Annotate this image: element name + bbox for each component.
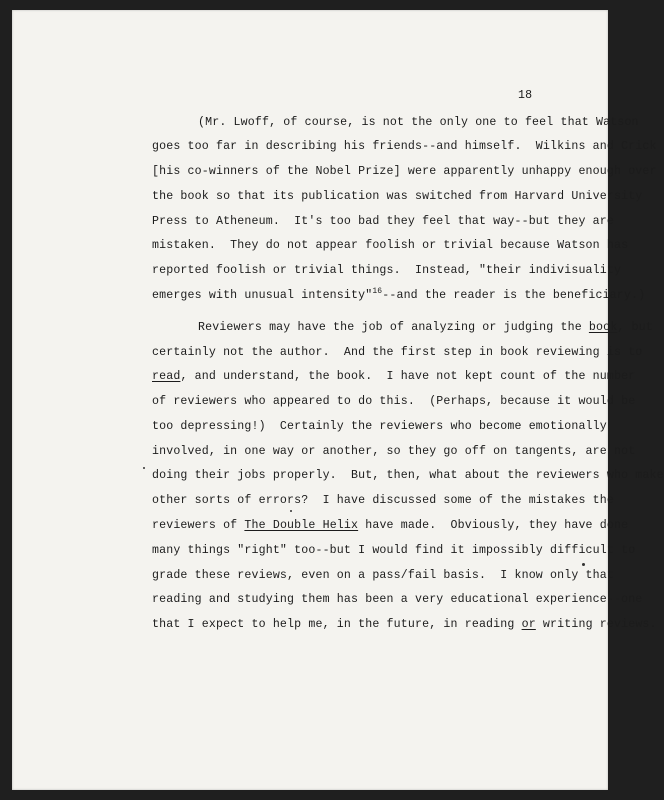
paragraph-2-line-9 — [152, 519, 628, 532]
paragraph-2-line-9-start: reviewers of — [152, 519, 245, 532]
paragraph-1-line-5: Press to Atheneum. It's too bad they feel that way--but they are — [152, 215, 614, 228]
paragraph-2-line-1 — [198, 321, 653, 334]
underlined-word-or: or — [521, 618, 536, 631]
paragraph-1-line-6: mistaken. They do not appear foolish or trivial because Watson has — [152, 239, 629, 252]
typewritten-page — [12, 10, 664, 790]
paper-speck — [143, 467, 145, 469]
paragraph-2-line-12: reading and studying them has been a very educational experience--one — [152, 593, 643, 606]
footnote-reference: 16 — [372, 287, 383, 296]
underlined-word-book: book — [588, 321, 618, 334]
paragraph-1-line-8 — [152, 289, 645, 302]
paragraph-2-line-13-end: writing reviews. — [535, 618, 657, 631]
paragraph-1-line-8-end: --and the reader is the beneficiary.) — [382, 289, 646, 302]
paragraph-2-line-13-start: that I expect to help me, in the future, in reading — [152, 618, 522, 631]
paragraph-1-line-8-start: emerges with unusual intensity" — [152, 289, 373, 302]
paragraph-2-line-3-end: , and understand, the book. I have not kept count of the number — [180, 370, 636, 383]
paragraph-2-line-13 — [152, 618, 657, 631]
paragraph-2-line-7: doing their jobs properly. But, then, what about the reviewers who make — [152, 469, 664, 482]
paragraph-2-line-2: certainly not the author. And the first step in book reviewing is to — [152, 346, 643, 359]
paragraph-1-line-3: [his co-winners of the Nobel Prize] were apparently unhappy enough over — [152, 165, 657, 178]
paragraph-2-line-1-start: Reviewers may have the job of analyzing or judging the — [198, 321, 589, 334]
paragraph-2-line-9-end: have made. Obviously, they have done — [358, 519, 629, 532]
paragraph-1-line-1: (Mr. Lwoff, of course, is not the only one to feel that Watson — [198, 116, 639, 129]
paragraph-1-line-2: goes too far in describing his friends--and himself. Wilkins and Crick — [152, 140, 657, 153]
underlined-word-read: read — [152, 370, 181, 383]
paragraph-2-line-8: other sorts of errors? I have discussed some of the mistakes the — [152, 494, 614, 507]
paragraph-1-line-7: reported foolish or trivial things. Instead, "their indivisuality — [152, 264, 622, 277]
paragraph-2-line-3 — [152, 370, 635, 383]
page-number: 18 — [518, 89, 533, 102]
paper-speck — [582, 563, 585, 566]
paragraph-2-line-6: involved, in one way or another, so they go off on tangents, are not — [152, 445, 636, 458]
paragraph-2-line-11: grade these reviews, even on a pass/fail basis. I know only that — [152, 569, 614, 582]
paragraph-1-line-4: the book so that its publication was switched from Harvard University — [152, 190, 643, 203]
paragraph-2-line-10: many things "right" too--but I would find it impossibly difficult to — [152, 544, 636, 557]
paper-speck — [290, 510, 292, 512]
underlined-title-double-helix: The Double Helix — [244, 519, 359, 532]
paragraph-2-line-4: of reviewers who appeared to do this. (Perhaps, because it would be — [152, 395, 636, 408]
paragraph-2-line-1-end: , but — [617, 321, 653, 334]
paragraph-2-line-5: too depressing!) Certainly the reviewers who become emotionally — [152, 420, 607, 433]
